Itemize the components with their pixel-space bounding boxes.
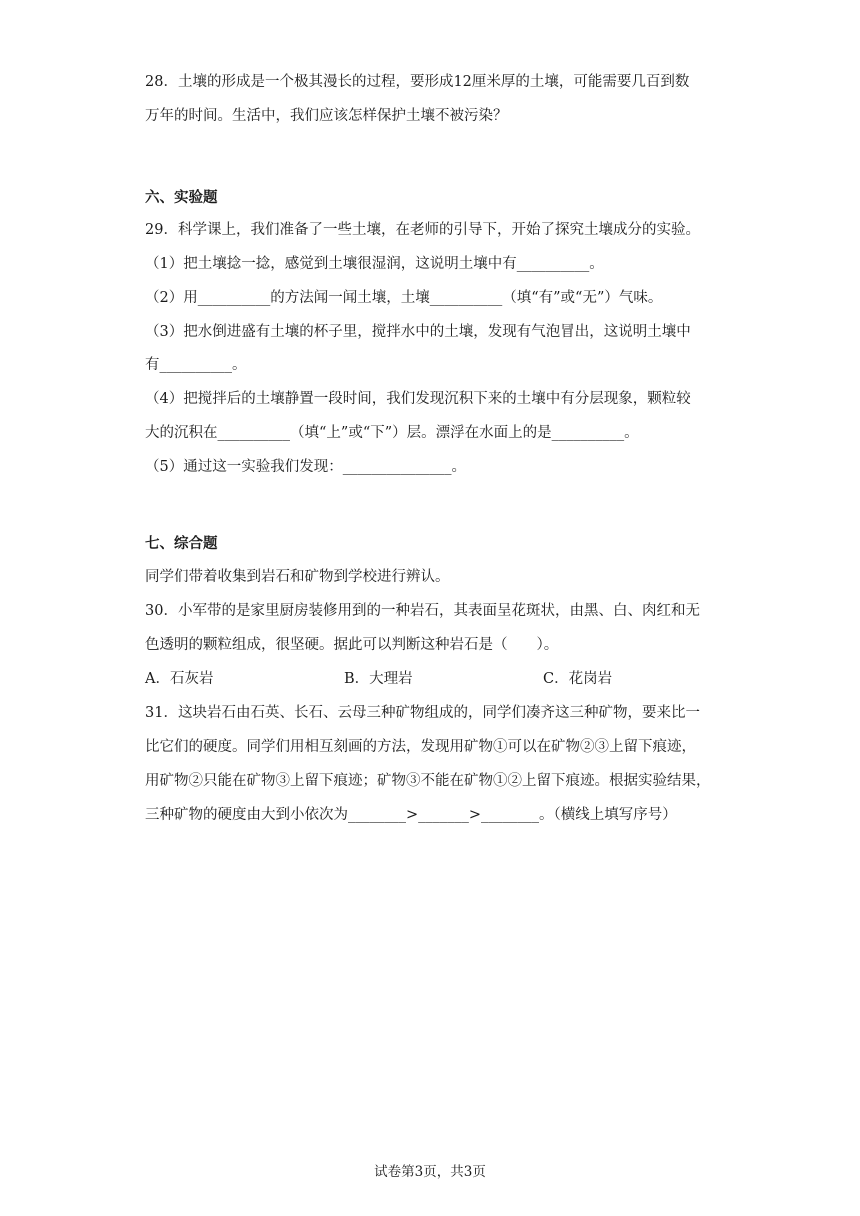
question-28-line-1: 28．土壤的形成是一个极其漫长的过程，要形成12厘米厚的土壤，可能需要几百到数: [145, 74, 690, 90]
question-29-stem: 29．科学课上，我们准备了一些土壤，在老师的引导下，开始了探究土壤成分的实验。: [145, 222, 700, 238]
question-28-line-2: 万年的时间。生活中，我们应该怎样保护土壤不被污染？: [145, 108, 508, 124]
question-31-line-2: 比它们的硬度。同学们用相互刻画的方法，发现用矿物①可以在矿物②③上留下痕迹，: [145, 739, 696, 755]
section-6-heading: 六、实验题: [145, 189, 218, 206]
question-30-line-2: 色透明的颗粒组成，很坚硬。据此可以判断这种岩石是（ ）。: [145, 637, 559, 653]
question-29-part-3-line-2: 有__________。: [145, 357, 247, 373]
question-31-line-3: 用矿物②只能在矿物③上留下痕迹；矿物③不能在矿物①②上留下痕迹。根据实验结果，: [145, 773, 711, 789]
question-29-part-2: （2）用__________的方法闻一闻土壤，土壤__________（填“有”或“无”）气味。: [145, 290, 663, 306]
section-7-intro: 同学们带着收集到岩石和矿物到学校进行辨认。: [145, 569, 450, 585]
question-31-line-1: 31．这块岩石由石英、长石、云母三种矿物组成的，同学们凑齐这三种矿物，要来比一: [145, 705, 700, 721]
question-29-part-5: （5）通过这一实验我们发现：_______________。: [145, 459, 466, 475]
question-29-part-3-line-1: （3）把水倒进盛有土壤的杯子里，搅拌水中的土壤，发现有气泡冒出，这说明土壤中: [145, 324, 691, 340]
question-30-option-c: C．花岗岩: [543, 671, 613, 687]
page-footer: 试卷第3页，共3页: [374, 1164, 486, 1180]
question-30-line-1: 30．小军带的是家里厨房装修用到的一种岩石，其表面呈花斑状，由黑、白、肉红和无: [145, 603, 700, 619]
question-29-part-4-line-1: （4）把搅拌后的土壤静置一段时间，我们发现沉积下来的土壤中有分层现象，颗粒较: [145, 391, 691, 407]
question-30-option-a: A．石灰岩: [145, 671, 214, 687]
question-29-part-4-line-2: 大的沉积在__________（填“上”或“下”）层。漂浮在水面上的是__________。: [145, 425, 639, 441]
question-30-option-b: B．大理岩: [344, 671, 413, 687]
section-7-heading: 七、综合题: [145, 535, 218, 552]
question-29-part-1: （1）把土壤捻一捻，感觉到土壤很湿润，这说明土壤中有__________。: [145, 256, 604, 272]
question-31-line-4: 三种矿物的硬度由大到小依次为________>_______>________。（横线上填写序号）: [145, 807, 677, 823]
